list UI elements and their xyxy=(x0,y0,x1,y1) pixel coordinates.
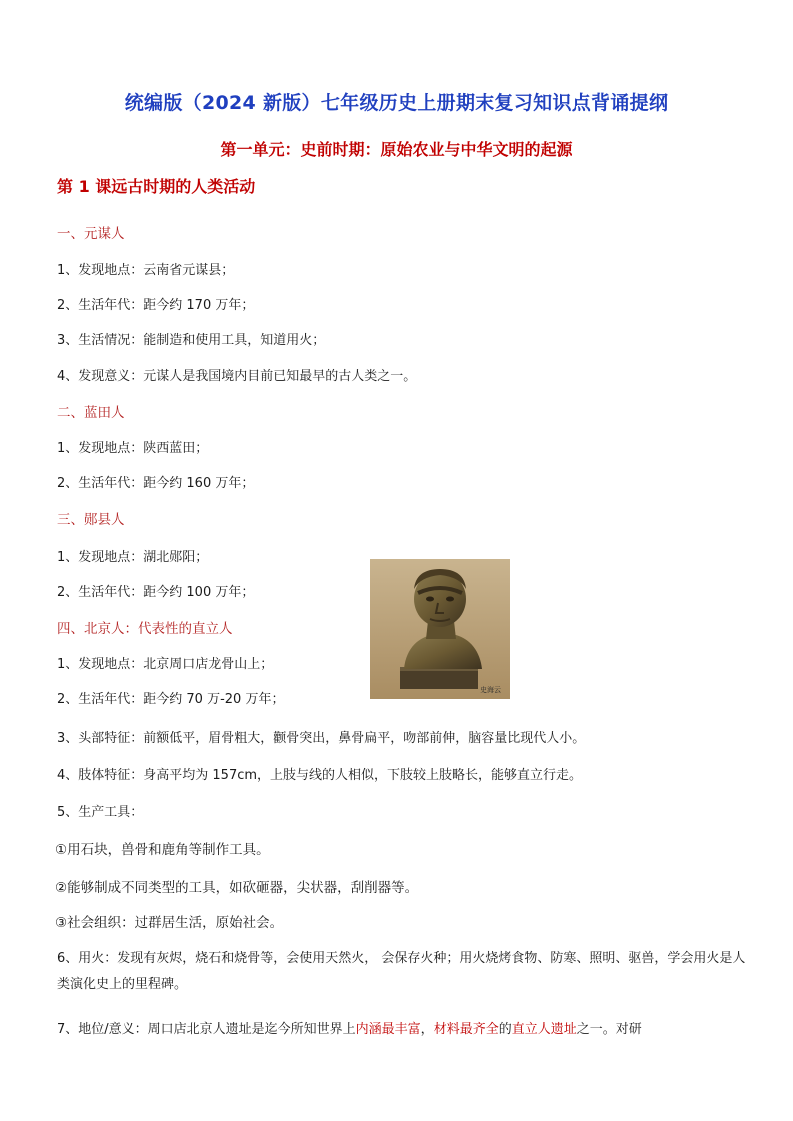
status-suffix: 之一。对研 xyxy=(576,1022,642,1037)
lantian-line-2: 2、生活年代：距今约 160 万年； xyxy=(57,476,255,491)
tools-item-2: ②能够制成不同类型的工具，如砍砸器，尖状器，刮削器等。 xyxy=(55,880,419,896)
beijing-line-5: 5、生产工具： xyxy=(57,805,144,820)
beijing-status-paragraph xyxy=(57,1018,642,1037)
beijing-fire-paragraph: 6、用火：发现有灰烬，烧石和烧骨等，会使用天然火， 会保存火种；用火烧烤食物、防寒、照明、驱兽，学会用火是人类演化史上的里程碑。 xyxy=(57,951,746,992)
section-heading-yuanmou: 一、元谋人 xyxy=(57,226,125,242)
yunxian-line-1: 1、发现地点：湖北郧阳； xyxy=(57,550,209,565)
tools-item-3: ③社会组织：过群居生活，原始社会。 xyxy=(55,915,284,931)
tools-item-1: ①用石块，兽骨和鹿角等制作工具。 xyxy=(55,842,270,858)
status-prefix: 7、地位/意义：周口店北京人遗址是迄今所知世界上 xyxy=(57,1022,356,1037)
yuanmou-line-3: 3、生活情况：能制造和使用工具，知道用火； xyxy=(57,333,326,348)
image-watermark: 史海云 xyxy=(480,686,501,694)
status-sep-1: ， xyxy=(420,1022,434,1037)
yuanmou-line-2: 2、生活年代：距今约 170 万年； xyxy=(57,298,255,313)
status-highlight-1: 内涵最丰富 xyxy=(355,1022,421,1037)
bust-illustration xyxy=(370,559,510,699)
beijing-line-4: 4、肢体特征：身高平均为 157cm，上肢与线的人相似，下肢较上肢略长，能够直立行走。 xyxy=(57,768,583,783)
lesson-title: 第 1 课远古时期的人类活动 xyxy=(57,177,256,196)
beijing-line-1: 1、发现地点：北京周口店龙骨山上； xyxy=(57,657,274,672)
section-heading-beijing: 四、北京人：代表性的直立人 xyxy=(57,621,233,637)
beijing-line-3: 3、头部特征：前额低平，眉骨粗大，颧骨突出，鼻骨扁平，吻部前伸，脑容量比现代人小。 xyxy=(57,731,586,746)
status-highlight-3: 直立人遗址 xyxy=(511,1022,577,1037)
yuanmou-line-4: 4、发现意义：元谋人是我国境内目前已知最早的古人类之一。 xyxy=(57,369,417,384)
lantian-line-1: 1、发现地点：陕西蓝田； xyxy=(57,441,209,456)
status-highlight-2: 材料最齐全 xyxy=(433,1022,499,1037)
status-sep-2: 的 xyxy=(498,1022,512,1037)
yunxian-line-2: 2、生活年代：距今约 100 万年； xyxy=(57,585,255,600)
yuanmou-line-1: 1、发现地点：云南省元谋县； xyxy=(57,263,235,278)
peking-man-bust-image xyxy=(370,559,510,699)
section-heading-yunxian: 三、郧县人 xyxy=(57,512,125,528)
unit-title: 第一单元：史前时期：原始农业与中华文明的起源 xyxy=(220,140,573,159)
section-heading-lantian: 二、蓝田人 xyxy=(57,405,125,421)
document-title: 统编版（2024 新版）七年级历史上册期末复习知识点背诵提纲 xyxy=(124,92,669,114)
beijing-line-2: 2、生活年代：距今约 70 万-20 万年； xyxy=(57,692,285,707)
